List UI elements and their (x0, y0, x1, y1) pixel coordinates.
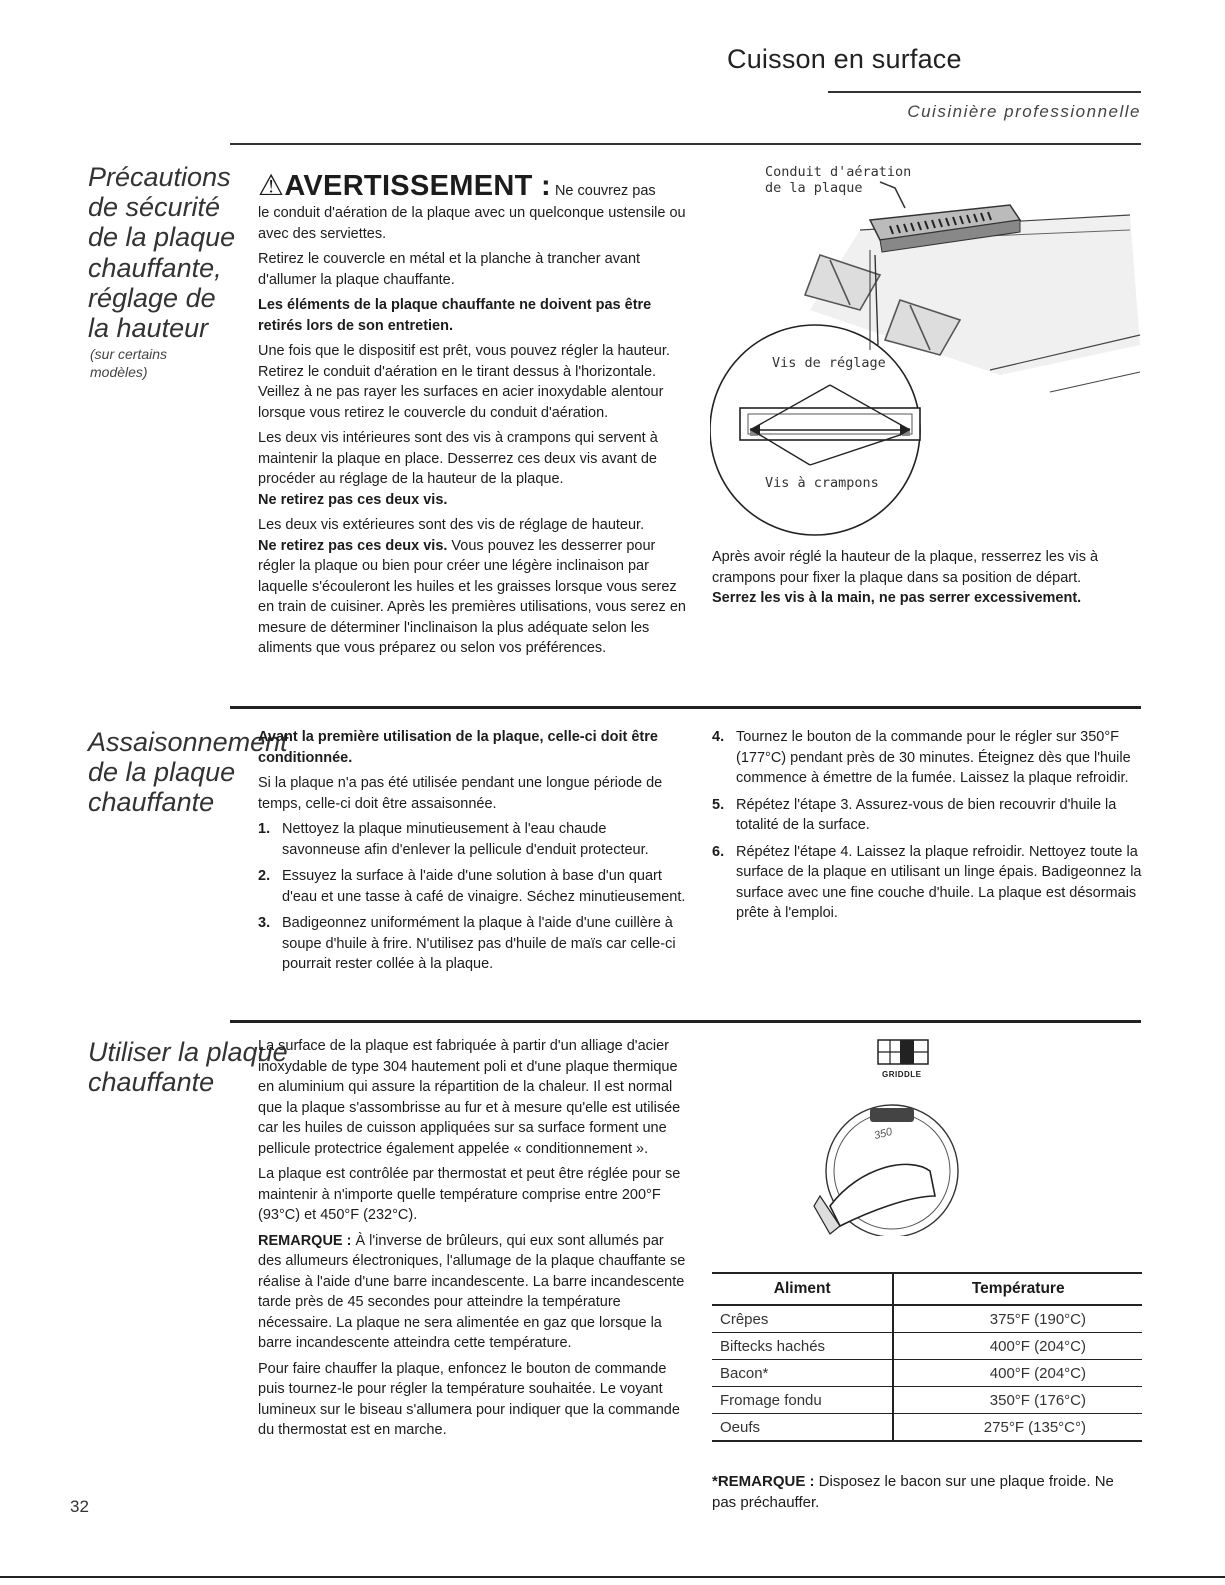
text-bold: Ne retirez pas ces deux vis. (258, 537, 448, 554)
figure-label-adjust: Vis de réglage (772, 355, 886, 371)
cell-temp: 400°F (204°C) (893, 1360, 1142, 1387)
step-item (712, 842, 1142, 924)
steps-list (712, 727, 1142, 924)
section-divider (230, 706, 1141, 709)
step-text: Répétez l'étape 4. Laissez la plaque refroidir. Nettoyez toute la surface de la plaque en utilisant un linge épais. Badigeonnez la surface avec une fine couche d'huile. La plaque est désormais prête à l'emploi. (736, 843, 1142, 921)
table-row (712, 1305, 1142, 1333)
knob-marking: 350 (872, 1125, 894, 1143)
note-label: *REMARQUE : (712, 1473, 815, 1490)
page-header-subtitle: Cuisinière professionnelle (907, 102, 1141, 121)
label-line: Conduit d'aération (765, 164, 912, 180)
title-line: de sécurité (88, 192, 221, 223)
note-line: (sur certains (90, 346, 168, 362)
temperature-table (712, 1272, 1142, 1442)
cell-food: Fromage fondu (712, 1387, 893, 1414)
paragraph: Une fois que le dispositif est prêt, vous pouvez régler la hauteur. Retirez le conduit d'aération en le tirant dessus à l'horizontale. Veillez à ne pas rayer les surfaces en acier inoxydable alentour lorsque vous retirez le couvercle du conduit d'aération. (258, 343, 670, 421)
seasoning-body-right (712, 727, 1142, 930)
title-line: Assaisonnement (88, 727, 288, 757)
step-item (258, 819, 688, 860)
paragraph: Pour faire chauffer la plaque, enfoncez le bouton de commande puis tournez-le pour régler la température souhaitée. Le voyant lumineux sur le biseau s'allumera pour indiquer que la commande du thermostat est en marche. (258, 1360, 680, 1438)
title-line: chauffante (88, 1067, 215, 1098)
cell-temp: 400°F (204°C) (893, 1333, 1142, 1360)
steps-list (258, 819, 688, 975)
table-row (712, 1414, 1142, 1442)
step-number: 4. (712, 729, 725, 745)
step-text: Répétez l'étape 3. Assurez-vous de bien recouvrir d'huile la totalité de la surface. (736, 796, 1117, 833)
title-line: de la plaque (88, 757, 236, 788)
paragraph: La surface de la plaque est fabriquée à partir d'un alliage d'acier inoxydable de type 304 hautement poli et d'une plaque thermique en aluminium qui assure la répartition de la chaleur. Il est normal que la plaque s'assombrisse au fur et à mesure qu'elle est utilisée car les huiles de cuisson appliquées sur sa surface forment une pellicule protectrice également appelée « conditionnement ». (258, 1038, 681, 1157)
section-divider-top (230, 143, 1141, 145)
label-line: de la plaque (765, 180, 863, 196)
cell-food: Biftecks hachés (712, 1333, 893, 1360)
warning-rest: Ne couvrez pas (554, 183, 656, 199)
cell-food: Crêpes (712, 1305, 893, 1333)
title-line: chauffante, (88, 252, 222, 283)
cell-temp: 375°F (190°C) (893, 1305, 1142, 1333)
step-item (712, 727, 1142, 789)
title-line: Utiliser la plaque (88, 1037, 288, 1067)
warning-label: AVERTISSEMENT : (284, 170, 551, 202)
paragraph (258, 515, 688, 536)
using-body (258, 1036, 688, 1446)
temperature-table-wrap (712, 1272, 1142, 1442)
warning-icon: ⚠ (258, 170, 285, 202)
title-line: réglage de (88, 282, 216, 313)
title-line: la hauteur (88, 313, 209, 344)
cell-food: Oeufs (712, 1414, 893, 1442)
safety-body (258, 170, 688, 664)
page-header-title: Cuisson en surface (727, 44, 962, 74)
cell-temp: 275°F (135°C°) (893, 1414, 1142, 1442)
step-text: Nettoyez la plaque minutieusement à l'eau chaude savonneuse afin d'enlever la pellicule d'enduit protecteur. (282, 821, 649, 858)
paragraph-bold: Ne retirez pas ces deux vis. (258, 491, 448, 508)
seasoning-body-left (258, 727, 688, 981)
warning-text: le conduit d'aération de la plaque avec un quelconque ustensile ou avec des serviettes. (258, 205, 686, 242)
column-header: Aliment (712, 1273, 893, 1305)
cell-temp: 350°F (176°C) (893, 1387, 1142, 1414)
griddle-edge (1050, 372, 1140, 392)
griddle-knob-figure (800, 1036, 980, 1236)
step-text: Essuyez la surface à l'aide d'une solution à base d'un quart d'eau et une tasse à café de vinaigre. Séchez minutieusement. (282, 868, 686, 905)
text: Disposez le bacon sur une plaque froide. Ne pas préchauffer. (712, 1473, 1114, 1511)
text: Vous pouvez les desserrer pour régler la plaque ou bien pour créer une légère inclinaison par laquelle s'écouleront les huiles et les graisses lorsque vous serez en train de cuisiner. Après les premières utilisations, vous serez en mesure de déterminer l'inclinaison la plus adéquate selon les aliments que vous préparez ou selon vos préférences. (258, 537, 686, 656)
step-text: Badigeonnez uniformément la plaque à l'aide d'une cuillère à soupe d'huile à frire. N'utilisez pas d'huile de maïs car celle-ci pourrait rester collée à la plaque. (282, 915, 676, 972)
header-divider (828, 91, 1141, 93)
page-bottom-rule (0, 1576, 1225, 1578)
step-number: 2. (258, 868, 271, 884)
step-number: 5. (712, 796, 725, 813)
table-row (712, 1360, 1142, 1387)
page-number: 32 (70, 1497, 89, 1516)
figure-label-vent (765, 164, 911, 196)
column-header: Température (893, 1273, 1142, 1305)
paragraph: Après avoir réglé la hauteur de la plaque, resserrez les vis à crampons pour fixer la plaque dans sa position de départ. (712, 549, 1099, 586)
griddle-symbol-icon (878, 1040, 928, 1064)
figure-label-crampons: Vis à crampons (765, 475, 879, 491)
text: À l'inverse de brûleurs, qui eux sont allumés par des allumeurs électroniques, l'allumage de la plaque chauffante se réalise à l'aide d'une barre incandescente. La barre incandescente tarde près de 45 secondes pour atteindre la température nécessaire. La plaque ne sera alimentée en gaz que lorsque la barre incandescente atteindra cette température. (258, 1232, 686, 1351)
step-number: 3. (258, 915, 271, 931)
table-row (712, 1333, 1142, 1360)
after-adjust-text (712, 547, 1144, 609)
text: Les deux vis extérieures sont des vis de réglage de hauteur. (258, 517, 645, 533)
note-line: modèles) (90, 363, 148, 380)
griddle-figure (710, 160, 1150, 545)
paragraph-bold: Serrez les vis à la main, ne pas serrer excessivement. (712, 590, 1082, 606)
title-line: de la plaque (88, 222, 236, 253)
paragraph: La plaque est contrôlée par thermostat et peut être réglée pour se maintenir à n'importe quelle température comprise entre 200°F (93°C) et 450°F (232°C). (258, 1166, 681, 1223)
knob-label: GRIDDLE (882, 1070, 922, 1079)
title-line: Précautions (88, 162, 231, 192)
step-number: 6. (712, 843, 725, 860)
section-note (90, 346, 167, 381)
cell-food: Bacon* (712, 1360, 893, 1387)
section-divider (230, 1020, 1141, 1023)
step-item (258, 866, 688, 907)
step-item (712, 795, 1142, 836)
step-number: 1. (258, 821, 271, 837)
step-text: Tournez le bouton de la commande pour le régler sur 350°F (177°C) pendant près de 30 minutes. Éteignez dès que l'huile commence à émettre de la fumée. Laissez la plaque refroidir. (736, 729, 1131, 786)
table-header-row (712, 1273, 1142, 1305)
paragraph: Retirez le couvercle en métal et la planche à trancher avant d'allumer la plaque chauffante. (258, 251, 641, 288)
paragraph: Les deux vis intérieures sont des vis à crampons qui servent à maintenir la plaque en place. Desserrez ces deux vis avant de procéder au réglage de la hauteur de la plaque. (258, 430, 658, 487)
note-label: REMARQUE : (258, 1232, 352, 1249)
table-row (712, 1387, 1142, 1414)
paragraph (258, 536, 688, 659)
paragraph-bold: Les éléments de la plaque chauffante ne doivent pas être retirés lors de son entretien. (258, 297, 652, 334)
bacon-note (712, 1472, 1132, 1513)
step-item (258, 913, 688, 975)
paragraph-bold: Avant la première utilisation de la plaque, celle-ci doit être conditionnée. (258, 729, 658, 766)
section-title-safety (88, 162, 235, 343)
indicator-light (870, 1108, 914, 1122)
paragraph (258, 1231, 688, 1354)
paragraph: Si la plaque n'a pas été utilisée pendant une longue période de temps, celle-ci doit être assaisonnée. (258, 775, 663, 812)
title-line: chauffante (88, 787, 215, 818)
warning-heading (258, 170, 688, 207)
